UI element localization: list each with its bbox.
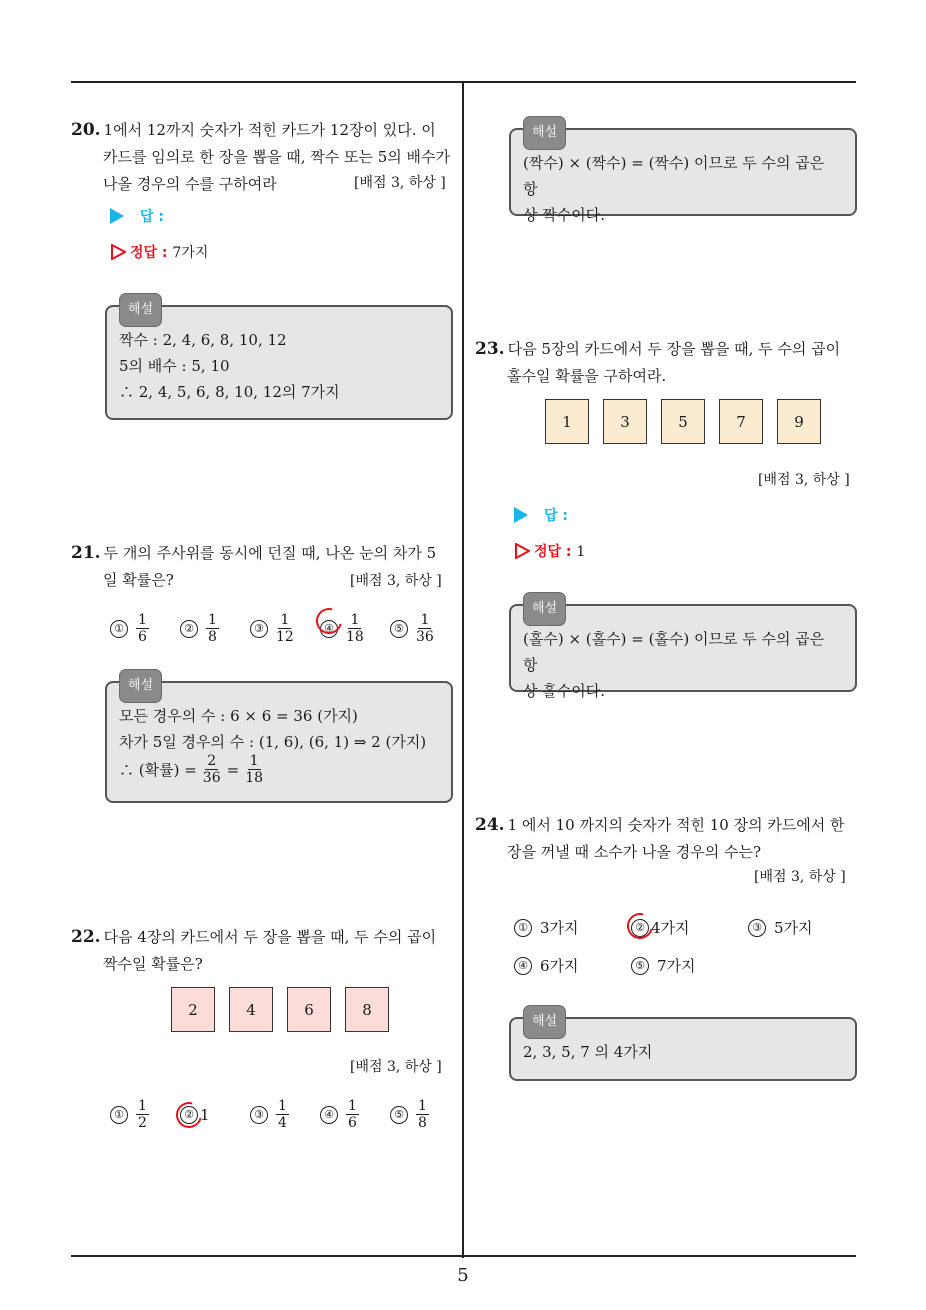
choice-text: 4가지 — [651, 919, 690, 937]
choice-value: 1 — [200, 1106, 210, 1124]
denominator: 18 — [346, 629, 364, 645]
choice-mark: ③ — [250, 620, 268, 638]
answer-row — [110, 206, 164, 226]
solution-text: ∴ (확률) = — [119, 760, 197, 779]
score-label: [배점 3, 하상 ] — [354, 175, 446, 191]
number-card: 6 — [287, 987, 331, 1032]
numerator: 1 — [350, 612, 360, 628]
fraction — [276, 612, 294, 645]
choice-mark: ⑤ — [631, 957, 649, 975]
numerator: 1 — [249, 753, 259, 769]
choice-text: 3가지 — [540, 919, 579, 937]
numerator: 1 — [418, 1098, 427, 1114]
numerator: 1 — [420, 612, 430, 628]
choice-1[interactable] — [514, 917, 579, 938]
correct-answer-row — [514, 541, 585, 561]
number-card: 5 — [661, 399, 705, 444]
choice-2[interactable] — [180, 1106, 210, 1124]
number-card: 3 — [603, 399, 647, 444]
fraction — [416, 612, 434, 645]
question-number: 24. — [475, 815, 505, 835]
solution-line: 모든 경우의 수 : 6 × 6 = 36 (가지) — [119, 707, 358, 725]
solution-line: (짝수) × (짝수) = (짝수) 이므로 두 수의 곱은 항 — [523, 154, 825, 198]
correct-value: 1 — [576, 544, 586, 560]
question-text: 1 에서 10 까지의 숫자가 적힌 10 장의 카드에서 한 — [507, 816, 845, 834]
column-divider — [462, 82, 464, 1258]
correct-answer-row — [110, 242, 208, 262]
number-card: 7 — [719, 399, 763, 444]
denominator: 2 — [138, 1115, 147, 1131]
fraction — [245, 753, 263, 786]
choice-mark: ③ — [748, 919, 766, 937]
solution-line: 2, 3, 5, 7 의 4가지 — [523, 1043, 653, 1061]
solution-line: 상 짝수이다. — [523, 206, 605, 224]
correct-value: 7가지 — [172, 245, 209, 261]
choice-mark: ④ — [320, 620, 338, 638]
selected-answer-mark — [171, 1097, 207, 1133]
choice-1[interactable] — [110, 612, 149, 645]
question-22 — [71, 924, 455, 978]
question-number: 20. — [71, 120, 101, 140]
numerator: 1 — [138, 1098, 147, 1114]
choice-1[interactable] — [110, 1098, 149, 1131]
solution-tag: 해설 — [523, 116, 566, 150]
solution-box — [105, 678, 453, 803]
numerator: 1 — [138, 612, 147, 628]
denominator: 18 — [245, 770, 264, 786]
numerator: 2 — [207, 753, 217, 769]
fraction — [346, 612, 364, 645]
choice-2[interactable] — [180, 612, 219, 645]
outline-triangle-icon — [110, 244, 126, 260]
question-text: 짝수일 확률은? — [103, 955, 203, 973]
numerator: 1 — [278, 1098, 287, 1114]
denominator: 12 — [276, 629, 294, 645]
choice-5[interactable] — [390, 1098, 429, 1131]
page-number: 5 — [457, 1265, 469, 1286]
choice-mark: ⑤ — [390, 1106, 408, 1124]
denominator: 6 — [348, 1115, 357, 1131]
answer-label: 답 : — [544, 508, 568, 524]
choice-mark: ⑤ — [390, 620, 408, 638]
denominator: 4 — [278, 1115, 287, 1131]
equals-sign: = — [226, 760, 240, 779]
fraction — [416, 1098, 429, 1131]
choice-mark: ② — [631, 919, 649, 937]
question-text: 카드를 임의로 한 장을 뽑을 때, 짝수 또는 5의 배수가 — [103, 148, 451, 166]
question-text: 나올 경우의 수를 구하여라 — [103, 175, 277, 193]
choice-4[interactable] — [320, 612, 364, 645]
selected-answer-mark — [622, 908, 658, 944]
question-24 — [475, 812, 859, 866]
solution-box — [509, 601, 857, 700]
fraction — [136, 612, 149, 645]
play-icon — [514, 507, 528, 523]
choice-4[interactable] — [320, 1098, 359, 1131]
question-text: 장을 꺼낼 때 소수가 나올 경우의 수는? — [507, 843, 762, 861]
choice-3[interactable] — [250, 612, 294, 645]
question-text: 두 개의 주사위를 동시에 던질 때, 나온 눈의 차가 5 — [103, 544, 437, 562]
score-label: [배점 3, 하상 ] — [350, 1059, 442, 1075]
numerator: 1 — [280, 612, 290, 628]
choice-3[interactable] — [250, 1098, 289, 1131]
numerator: 1 — [348, 1098, 357, 1114]
choice-text: 5가지 — [774, 919, 813, 937]
correct-label: 정답 : — [130, 245, 168, 261]
number-card: 1 — [545, 399, 589, 444]
solution-line: ∴ 2, 4, 5, 6, 8, 10, 12의 7가지 — [119, 383, 340, 401]
question-number: 23. — [475, 339, 505, 359]
solution-tag: 해설 — [119, 293, 162, 327]
score-label: [배점 3, 하상 ] — [350, 573, 442, 589]
choice-mark: ① — [110, 620, 128, 638]
answer-label: 답 : — [140, 209, 164, 225]
question-number: 21. — [71, 543, 101, 563]
solution-tag: 해설 — [523, 592, 566, 626]
fraction — [203, 753, 221, 786]
solution-tag: 해설 — [523, 1005, 566, 1039]
number-card: 4 — [229, 987, 273, 1032]
fraction — [276, 1098, 289, 1131]
question-text: 홀수일 확률을 구하여라. — [507, 367, 667, 385]
choice-4[interactable] — [514, 955, 579, 976]
numerator: 1 — [208, 612, 217, 628]
denominator: 36 — [202, 770, 221, 786]
choice-mark: ④ — [514, 957, 532, 975]
solution-box — [105, 302, 453, 420]
choice-text: 6가지 — [540, 957, 579, 975]
selected-answer-mark — [311, 603, 347, 639]
fraction — [136, 1098, 149, 1131]
number-card: 8 — [345, 987, 389, 1032]
question-text: 일 확률은? — [103, 571, 174, 589]
choice-mark: ① — [514, 919, 532, 937]
question-text: 1에서 12까지 숫자가 적힌 카드가 12장이 있다. 이 — [103, 121, 436, 139]
score-label: [배점 3, 하상 ] — [758, 472, 850, 488]
denominator: 8 — [208, 629, 217, 645]
number-card: 9 — [777, 399, 821, 444]
solution-line — [119, 753, 439, 786]
solution-box — [509, 125, 857, 224]
choice-5[interactable] — [631, 955, 696, 976]
solution-line: 짝수 : 2, 4, 6, 8, 10, 12 — [119, 331, 287, 349]
question-number: 22. — [71, 927, 101, 947]
fraction — [346, 1098, 359, 1131]
score-label: [배점 3, 하상 ] — [754, 869, 846, 885]
fraction — [206, 612, 219, 645]
correct-label: 정답 : — [534, 544, 572, 560]
solution-line: 5의 배수 : 5, 10 — [119, 357, 230, 375]
question-text: 다음 4장의 카드에서 두 장을 뽑을 때, 두 수의 곱이 — [103, 928, 437, 946]
question-23 — [475, 336, 859, 390]
denominator: 8 — [418, 1115, 427, 1131]
choice-mark: ② — [180, 1106, 198, 1124]
outline-triangle-icon — [514, 543, 530, 559]
number-card: 2 — [171, 987, 215, 1032]
play-icon — [110, 208, 124, 224]
solution-tag: 해설 — [119, 669, 162, 703]
choice-3[interactable] — [748, 917, 813, 938]
denominator: 6 — [138, 629, 147, 645]
choice-mark: ① — [110, 1106, 128, 1124]
choice-mark: ④ — [320, 1106, 338, 1124]
choice-2[interactable] — [631, 917, 690, 938]
choice-text: 7가지 — [657, 957, 696, 975]
answer-row — [514, 505, 568, 525]
question-text: 다음 5장의 카드에서 두 장을 뽑을 때, 두 수의 곱이 — [507, 340, 841, 358]
solution-line: 차가 5일 경우의 수 : (1, 6), (6, 1) ⇒ 2 (가지) — [119, 733, 427, 751]
solution-line: 상 홀수이다. — [523, 682, 605, 700]
choice-mark: ② — [180, 620, 198, 638]
denominator: 36 — [416, 629, 434, 645]
solution-line: (홀수) × (홀수) = (홀수) 이므로 두 수의 곱은 항 — [523, 630, 825, 674]
choice-mark: ③ — [250, 1106, 268, 1124]
choice-5[interactable] — [390, 612, 434, 645]
solution-box — [509, 1014, 857, 1081]
